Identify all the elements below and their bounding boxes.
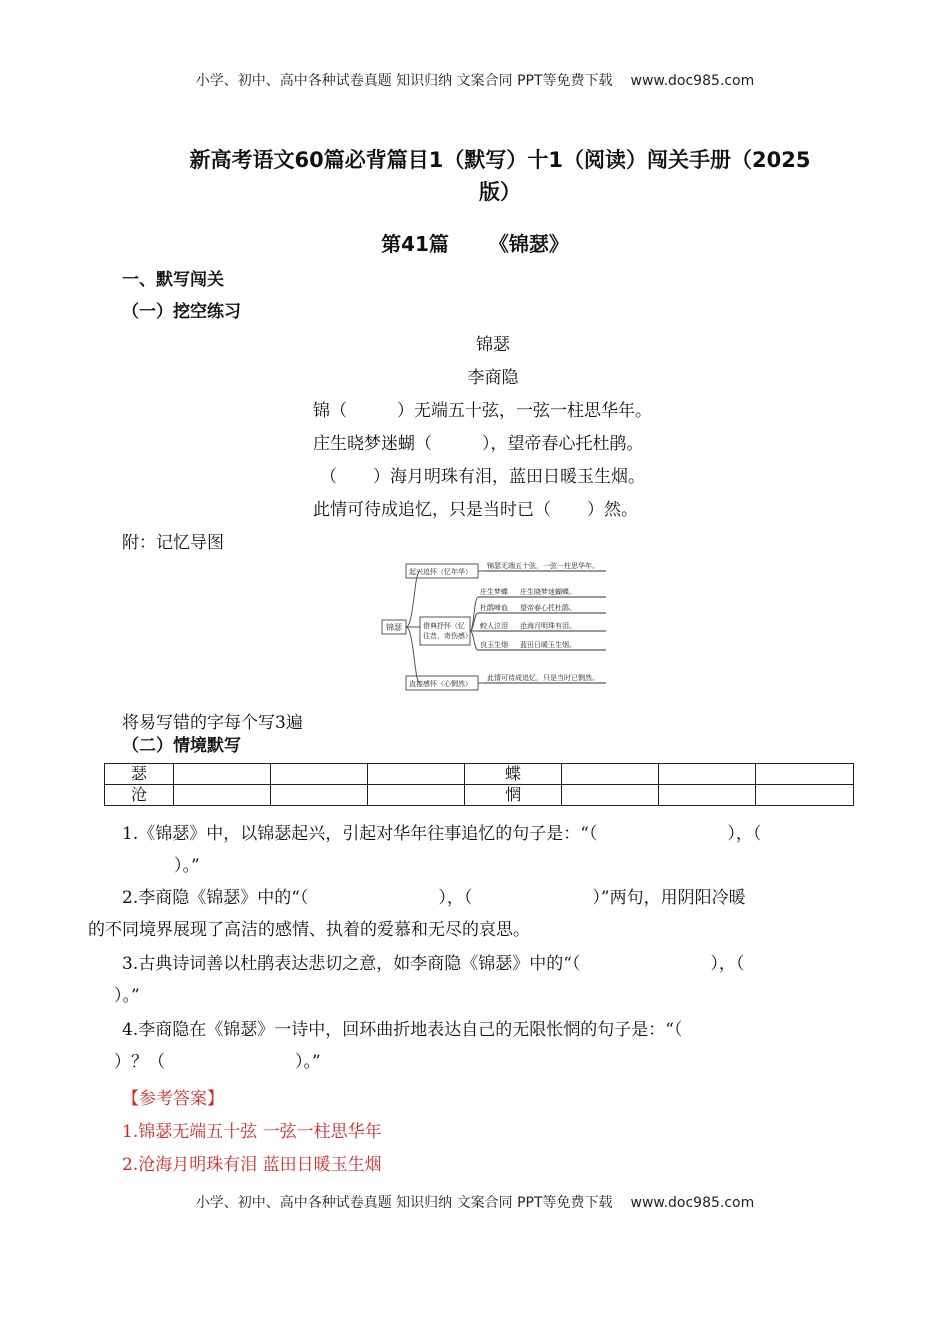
header-text: 小学、初中、高中各种试卷真题 知识归纳 文案合同 PPT等免费下载 (195, 73, 613, 89)
grid-char: 沧 (105, 785, 174, 806)
poem-line-3 (320, 462, 645, 487)
grid-cell[interactable] (659, 785, 756, 806)
grid-cell[interactable] (756, 764, 854, 785)
q2-text-c: ）”两句，用阴阳冷暖 (592, 888, 746, 908)
poem-line-1 (313, 396, 652, 421)
mm-item-1-key: 庄生梦蝶 (480, 588, 508, 596)
mm-branch-1: 起兴追怀（忆年华） (409, 568, 472, 576)
chapter-subtitle (0, 228, 950, 257)
mm-branch-1-leaf: 锦瑟无端五十弦，一弦一柱思华年。 (487, 562, 599, 570)
grid-cell[interactable] (174, 764, 271, 785)
mm-root: 锦瑟 (386, 623, 402, 632)
mm-item-4-key: 良玉生烟 (480, 641, 508, 649)
mm-item-3-val: 沧海月明珠有泪。 (520, 622, 576, 630)
table-row (105, 785, 854, 806)
q4-text-b: ）？（ (114, 1052, 165, 1072)
section-heading-1: 一、默写闯关 (122, 270, 224, 290)
table-row (105, 764, 854, 785)
poem-line-3-post: ）海月明珠有泪，蓝田日暖玉生烟。 (373, 467, 645, 487)
poem-author: 李商隐 (467, 368, 519, 388)
page-header (0, 70, 950, 90)
mm-branch-3-leaf: 此情可待成追忆，只是当时已惘然。 (487, 674, 599, 682)
grid-char: 瑟 (105, 764, 174, 785)
grid-char: 惘 (465, 785, 562, 806)
q3-text-a: 3.古典诗词善以杜鹃表达悲切之意，如李商隐《锦瑟》中的“（ (122, 954, 581, 974)
mm-branch-2-b: 往昔，寄伤感） (423, 632, 472, 640)
grid-cell[interactable] (271, 785, 368, 806)
question-4 (88, 1014, 864, 1078)
poem-line-2 (313, 429, 644, 454)
mm-item-4-val: 蓝田日暖玉生烟。 (520, 641, 576, 649)
mm-branch-2-a: 借典抒怀（忆 (423, 622, 465, 630)
chapter-number: 第41篇 (381, 232, 449, 256)
title-line1: 新高考语文60篇必背篇目1（默写）十1（阅读）闯关手册（2025 (189, 148, 811, 172)
chapter-work: 《锦瑟》 (488, 232, 569, 256)
question-3 (88, 948, 864, 1012)
grid-cell[interactable] (562, 785, 659, 806)
poem-line-4-pre: 此情可待成追忆，只是当时已（ (313, 500, 551, 520)
answers-label: 【参考答案】 (122, 1089, 224, 1109)
poem-line-4 (313, 495, 638, 520)
question-2 (88, 882, 864, 946)
poem-line-1-post: ）无端五十弦，一弦一柱思华年。 (397, 401, 652, 421)
grid-cell[interactable] (271, 764, 368, 785)
mm-item-2-val: 望帝春心托杜鹃。 (520, 604, 576, 612)
q3-text-b: ），（ (710, 954, 745, 974)
q1-text-c: ）。” (174, 856, 200, 876)
poem-line-1-pre: 锦（ (313, 401, 347, 421)
q4-text-c: ）。” (295, 1052, 321, 1072)
grid-cell[interactable] (756, 785, 854, 806)
writing-grid (104, 763, 854, 806)
document-title (140, 144, 860, 208)
q1-text-a: 1.《锦瑟》中，以锦瑟起兴，引起对华年往事追忆的句子是：“（ (122, 824, 598, 844)
poem-line-2-post: ），望帝春心托杜鹃。 (482, 434, 644, 454)
poem-line-3-pre: （ (320, 467, 337, 487)
mm-branch-3: 直接感怀（心惘然） (409, 680, 472, 688)
q2-text-d: 的不同境界展现了高洁的感情、执着的爱慕和无尽的哀思。 (88, 920, 530, 940)
footer-site: www.doc985.com (630, 1195, 755, 1211)
grid-cell[interactable] (562, 764, 659, 785)
appendix-label: 附：记忆导图 (122, 533, 224, 553)
page-footer (0, 1192, 950, 1212)
mind-map (380, 557, 610, 695)
q2-text-a: 2.李商隐《锦瑟》中的“（ (122, 888, 309, 908)
q3-text-c: ）。” (114, 986, 140, 1006)
question-1 (88, 818, 864, 882)
mm-item-1-val: 庄生晓梦迷蝴蝶。 (520, 588, 576, 596)
q1-text-b: ），（ (727, 824, 762, 844)
grid-cell[interactable] (368, 764, 465, 785)
mm-item-3-key: 鲛人泣泪 (480, 622, 508, 630)
header-site: www.doc985.com (630, 73, 755, 89)
grid-cell[interactable] (659, 764, 756, 785)
grid-cell[interactable] (368, 785, 465, 806)
mm-item-2-key: 杜鹃啼血 (480, 604, 508, 612)
answer-1: 1.锦瑟无端五十弦 一弦一柱思华年 (122, 1122, 382, 1142)
write-note: 将易写错的字每个写3遍 (122, 713, 303, 733)
grid-cell[interactable] (174, 785, 271, 806)
answer-2: 2.沧海月明珠有泪 蓝田日暖玉生烟 (122, 1155, 382, 1175)
footer-text: 小学、初中、高中各种试卷真题 知识归纳 文案合同 PPT等免费下载 (195, 1195, 613, 1211)
q2-text-b: ），（ (438, 888, 473, 908)
grid-char: 蝶 (465, 764, 562, 785)
subsection-heading-1: （一）挖空练习 (122, 302, 241, 322)
title-line2: 版） (479, 180, 521, 204)
q4-text-a: 4.李商隐在《锦瑟》一诗中，回环曲折地表达自己的无限怅惘的句子是：“（ (122, 1020, 683, 1040)
poem-title: 锦瑟 (476, 335, 510, 355)
poem-line-4-post: ）然。 (587, 500, 638, 520)
poem-line-2-pre: 庄生晓梦迷蝴（ (313, 434, 432, 454)
subsection-heading-2: （二）情境默写 (122, 736, 241, 756)
